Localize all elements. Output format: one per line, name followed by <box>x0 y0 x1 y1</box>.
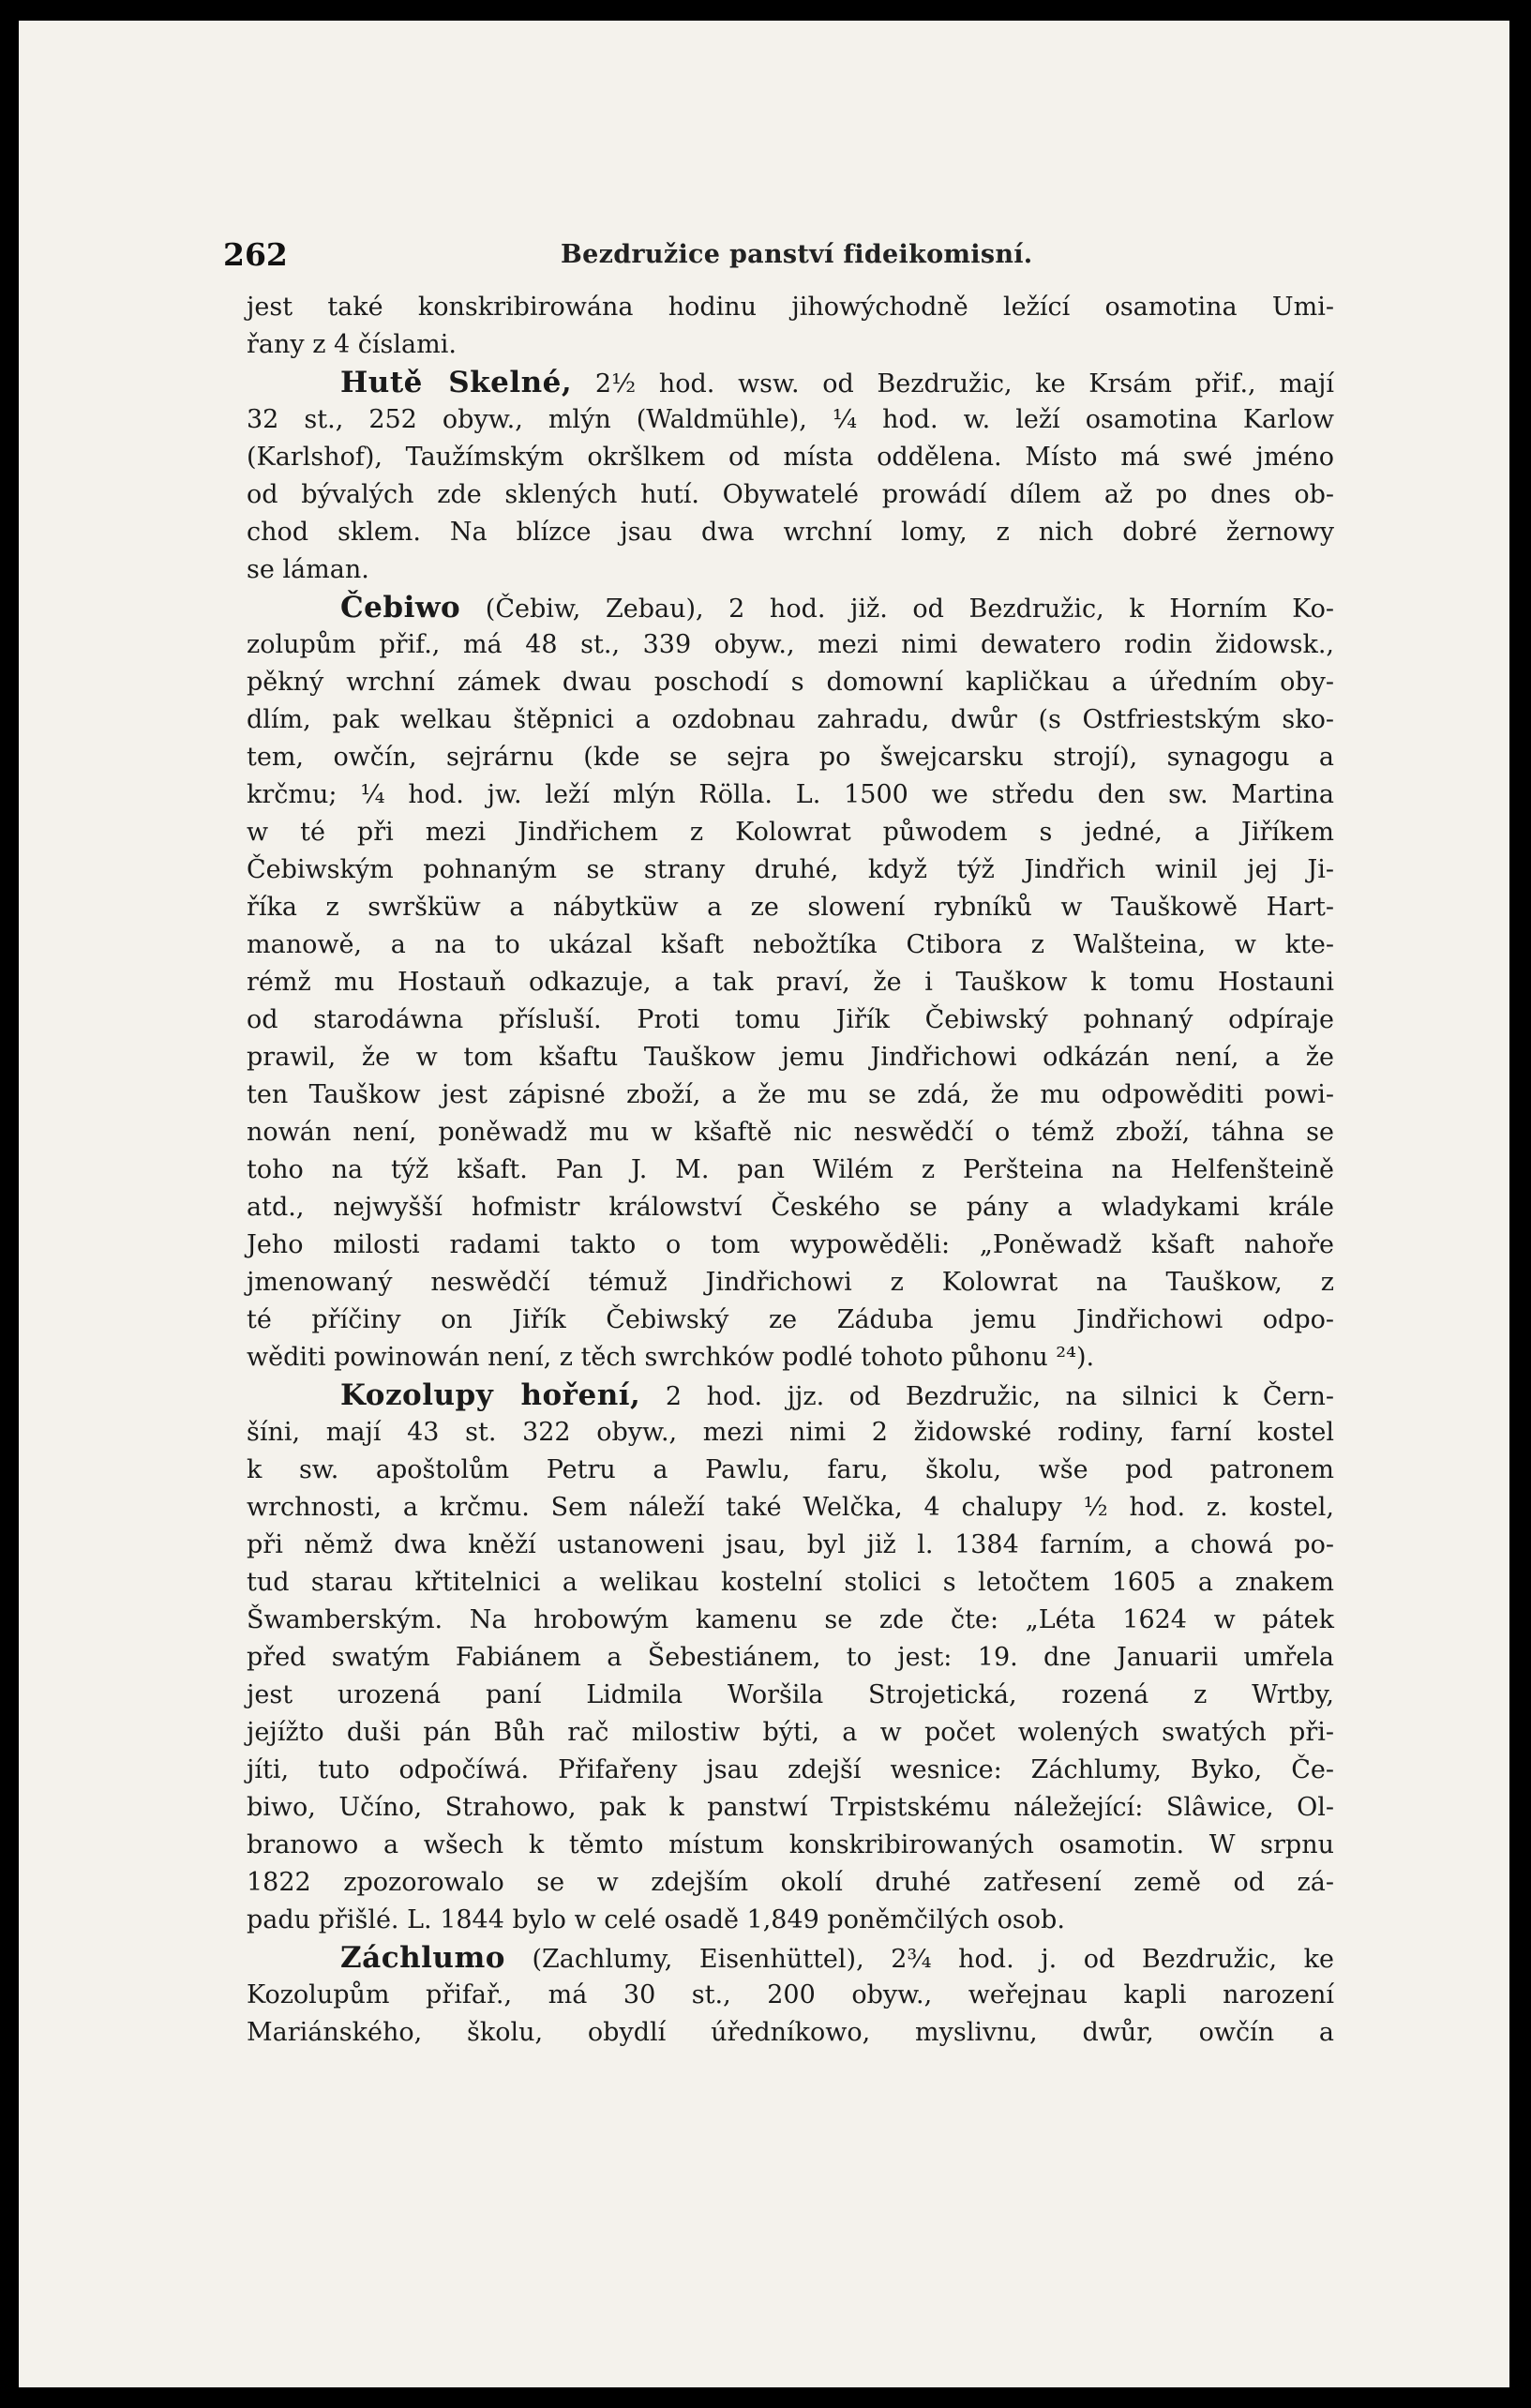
entry-first-line-text: 2½ hod. wsw. od Bezdružic, ke Krsám přif., mají <box>572 369 1334 399</box>
text-line: jíti, tuto odpočíwá. Přifařeny jsau zdejší wesnice: Záchlumy, Byko, Če- <box>247 1755 1334 1784</box>
text-line: ten Tauškow jest zápisné zboží, a že mu se zdá, že mu odpowěditi powi- <box>247 1080 1334 1109</box>
text-line: rémž mu Hostauň odkazuje, a tak praví, že i Tauškow k tomu Hostauni <box>247 968 1334 997</box>
text-line: branowo a wšech k těmto místum konskribirowaných osamotin. W srpnu <box>247 1830 1334 1859</box>
text-line: jejížto duši pán Bůh rač milostiw býti, a w počet wolených swatých při- <box>247 1718 1334 1747</box>
text-line: w té při mezi Jindřichem z Kolowrat půwodem s jedné, a Jiříkem <box>247 818 1334 847</box>
text-line: (Karlshof), Taužímským okršlkem od místa oddělena. Místo má swé jméno <box>247 443 1334 472</box>
text-line: jest také konskribirowána hodinu jihowýchodně ležící osamotina Umi- <box>247 293 1334 322</box>
text-line: toho na týž kšaft. Pan J. M. pan Wilém z Peršteina na Helfenšteině <box>247 1155 1334 1184</box>
text-line: manowě, a na to ukázal kšaft nebožtíka Ctibora z Walšteina, w kte- <box>247 930 1334 959</box>
text-line: nowán není, poněwadž mu w kšaftě nic neswědčí o témž zboží, táhna se <box>247 1118 1334 1147</box>
text-line: chod sklem. Na blízce jsau dwa wrchní lomy, z nich dobré žernowy <box>247 518 1334 547</box>
text-line: biwo, Učíno, Strahowo, pak k panstwí Trpistskému náležející: Slâwice, Ol- <box>247 1793 1334 1822</box>
text-line: té příčiny on Jiřík Čebiwský ze Záduba jemu Jindřichowi odpo- <box>247 1305 1334 1334</box>
text-line: Šwamberským. Na hrobowým kamenu se zde čte: „Léta 1624 w pátek <box>247 1605 1334 1634</box>
text-line: od starodáwna přísluší. Proti tomu Jiřík Čebiwský pohnaný odpíraje <box>247 1005 1334 1034</box>
page-header <box>223 236 1361 274</box>
text-line: prawil, že w tom kšaftu Tauškow jemu Jindřichowi odkázán není, a že <box>247 1043 1334 1072</box>
text-line: se láman. <box>247 555 369 584</box>
text-line: k sw. apoštolům Petru a Pawlu, faru, školu, wše pod patronem <box>247 1455 1334 1484</box>
text-line: řany z 4 číslami. <box>247 330 457 359</box>
entry-first-line <box>247 1377 1334 1414</box>
text-line: dlím, pak welkau štěpnici a ozdobnau zahradu, dwůr (s Ostfriestským sko- <box>247 705 1334 734</box>
text-line: atd., nejwyšší hofmistr králowství Českého se pány a wladykami krále <box>247 1193 1334 1222</box>
text-line: 32 st., 252 obyw., mlýn (Waldmühle), ¼ hod. w. leží osamotina Karlow <box>247 405 1334 434</box>
entry-first-line <box>247 364 1334 401</box>
entry-first-line-text: (Zachlumy, Eisenhüttel), 2¾ hod. j. od Bezdružic, ke <box>504 1945 1334 1974</box>
text-line: před swatým Fabiánem a Šebestiánem, to jest: 19. dne Januarii umřela <box>247 1643 1334 1672</box>
text-line: wrchnosti, a krčmu. Sem náleží také Welčka, 4 chalupy ½ hod. z. kostel, <box>247 1493 1334 1522</box>
entry-name: Kozolupy hoření, <box>340 1378 641 1412</box>
entry-first-line-text: 2 hod. jjz. od Bezdružic, na silnici k Čern- <box>640 1382 1334 1411</box>
text-line: tud starau křtitelnici a welikau kostelní stolici s letočtem 1605 a znakem <box>247 1568 1334 1597</box>
entry-name: Čebiwo <box>340 591 461 625</box>
paragraph-continuation <box>247 289 1334 364</box>
text-line: krčmu; ¼ hod. jw. leží mlýn Rölla. L. 1500 we středu den sw. Martina <box>247 780 1334 809</box>
entry-cebiwo <box>247 589 1334 1377</box>
body-text <box>247 289 1334 2052</box>
text-line: říka z swršküw a nábytküw a ze slowení rybníků w Tauškowě Hart- <box>247 893 1334 922</box>
text-line: zolupům přif., má 48 st., 339 obyw., mezi nimi dewatero rodin židowsk., <box>247 630 1334 659</box>
text-line: tem, owčín, sejrárnu (kde se sejra po šwejcarsku strojí), synagogu a <box>247 743 1334 772</box>
text-line: pěkný wrchní zámek dwau poschodí s domowní kapličkau a úředním oby- <box>247 668 1334 697</box>
text-line: šíni, mají 43 st. 322 obyw., mezi nimi 2 židowské rodiny, farní kostel <box>247 1418 1334 1447</box>
page-number: 262 <box>223 236 288 273</box>
entry-first-line <box>247 589 1334 626</box>
entry-kozolupy-horeni <box>247 1377 1334 1939</box>
entry-name: Hutě Skelné, <box>340 366 573 399</box>
text-line: Čebiwským pohnaným se strany druhé, když týž Jindřich winil jej Ji- <box>247 855 1334 884</box>
entry-name: Záchlumo <box>340 1941 505 1975</box>
running-head: Bezdružice panství fideikomisní. <box>561 240 1033 269</box>
text-line: jmenowaný neswědčí témuž Jindřichowi z Kolowrat na Tauškow, z <box>247 1268 1334 1297</box>
text-line: padu přišlé. L. 1844 bylo w celé osadě 1,849 poněmčilých osob. <box>247 1905 1065 1934</box>
text-line: Jeho milosti radami takto o tom wypowěděli: „Poněwadž kšaft nahoře <box>247 1230 1334 1259</box>
text-line: při němž dwa kněží ustanoweni jsau, byl již l. 1384 farním, a chowá po- <box>247 1530 1334 1559</box>
text-line: jest urozená paní Lidmila Woršila Strojetická, rozená z Wrtby, <box>247 1680 1334 1709</box>
text-line: 1822 zpozorowalo se w zdejším okolí druhé zatřesení země od zá- <box>247 1868 1334 1897</box>
entry-hute-skelne <box>247 364 1334 589</box>
entry-zachlumo <box>247 1939 1334 2052</box>
text-line: wěditi powinowán není, z těch swrchków podlé tohoto půhonu ²⁴). <box>247 1343 1095 1372</box>
text-line: Kozolupům přifař., má 30 st., 200 obyw., weřejnau kapli narození <box>247 1980 1334 2009</box>
text-line: Mariánského, školu, obydlí úředníkowo, myslivnu, dwůr, owčín a <box>247 2018 1334 2047</box>
entry-first-line <box>247 1939 1334 1977</box>
entry-first-line-text: (Čebiw, Zebau), 2 hod. již. od Bezdružic, k Horním Ko- <box>460 594 1334 624</box>
text-line: od bývalých zde sklených hutí. Obywatelé prowádí dílem až po dnes ob- <box>247 480 1334 509</box>
